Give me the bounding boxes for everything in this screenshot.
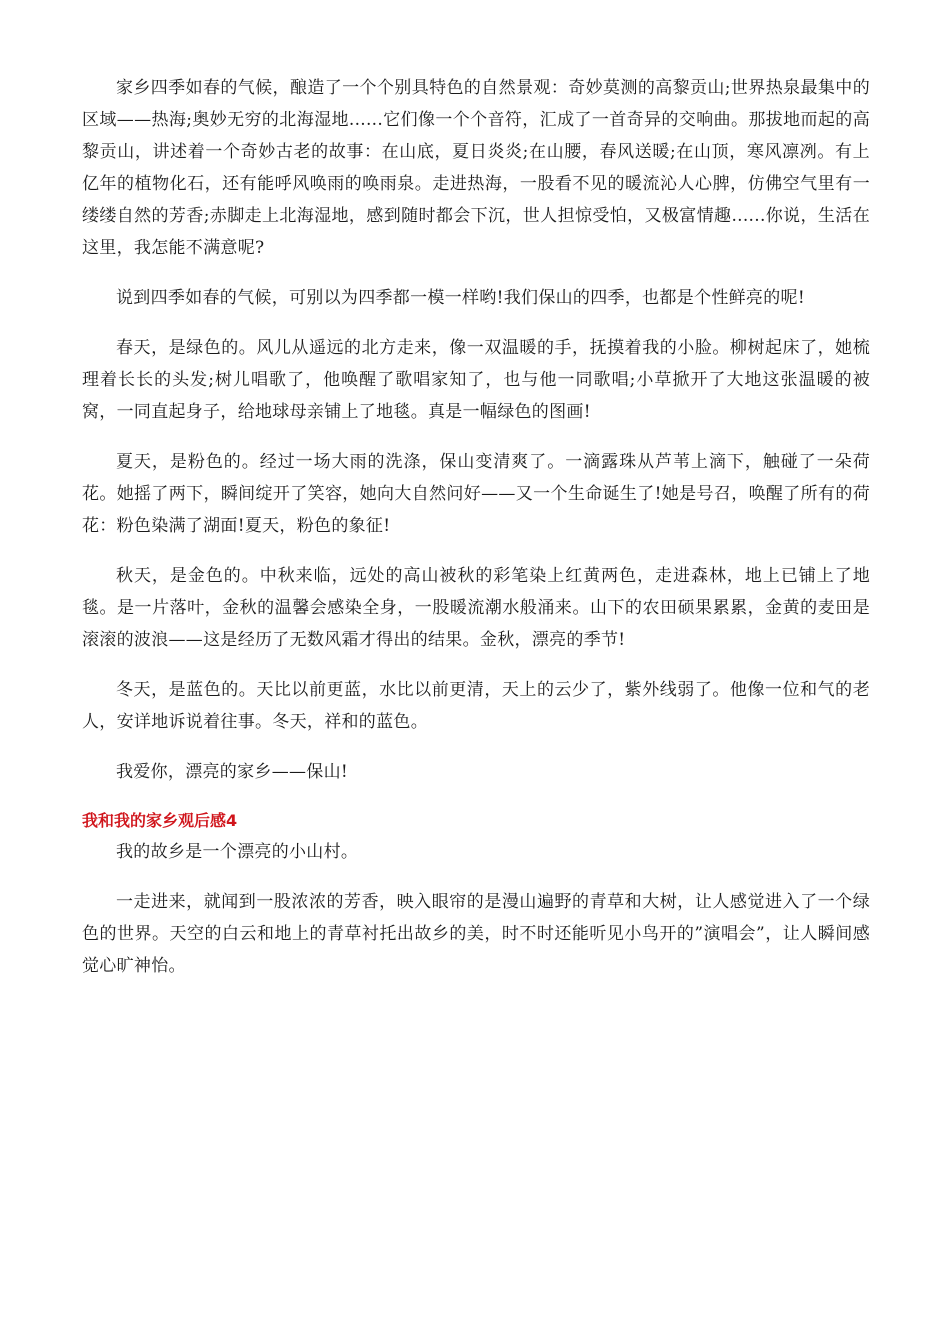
paragraph-village: 我的故乡是一个漂亮的小山村。	[116, 842, 359, 862]
paragraph-four-seasons-intro: 说到四季如春的气候，可别以为四季都一模一样哟!我们保山的四季，也都是个性鲜亮的呢!	[116, 288, 805, 308]
paragraph-winter: 冬天，是蓝色的。天比以前更蓝，水比以前更清，天上的云少了，紫外线弱了。他像一位和气的老人，安详地诉说着往事。冬天，祥和的蓝色。	[82, 680, 870, 732]
paragraph-closing: 我爱你，漂亮的家乡——保山!	[116, 762, 349, 782]
paragraph-spring: 春天，是绿色的。风儿从遥远的北方走来，像一双温暖的手，抚摸着我的小脸。柳树起床了，她梳理着长长的头发;树儿唱歌了，他唤醒了歌唱家知了，也与他一同歌唱;小草掀开了大地这张温暖的被窝，一同直起身子，给地球母亲铺上了地毯。真是一幅绿色的图画!	[82, 338, 870, 422]
paragraph-autumn: 秋天，是金色的。中秋来临，远处的高山被秋的彩笔染上红黄两色，走进森林，地上已铺上了地毯。是一片落叶，金秋的温馨会感染全身，一股暖流潮水般涌来。山下的农田硕果累累，金黄的麦田是滚滚的波浪——这是经历了无数风霜才得出的结果。金秋，漂亮的季节!	[82, 566, 870, 650]
section-heading: 我和我的家乡观后感4	[82, 811, 238, 830]
paragraph-summer: 夏天，是粉色的。经过一场大雨的洗涤，保山变清爽了。一滴露珠从芦苇上滴下，触碰了一朵荷花。她摇了两下，瞬间绽开了笑容，她向大自然问好——又一个生命诞生了!她是号召，唤醒了所有的荷花：粉色染满了湖面!夏天，粉色的象征!	[82, 452, 870, 536]
paragraph-green-world: 一走进来，就闻到一股浓浓的芳香，映入眼帘的是漫山遍野的青草和大树，让人感觉进入了一个绿色的世界。天空的白云和地上的青草衬托出故乡的美，时不时还能听见小鸟开的”演唱会”，让人瞬间感觉心旷神怡。	[82, 892, 870, 976]
paragraph-hometown-landscapes: 家乡四季如春的气候，酿造了一个个别具特色的自然景观：奇妙莫测的高黎贡山;世界热泉最集中的区域——热海;奥妙无穷的北海湿地......它们像一个个音符，汇成了一首奇异的交响曲。那拔地而起的高黎贡山，讲述着一个奇妙古老的故事：在山底，夏日炎炎;在山腰，春风送暖;在山顶，寒风凛冽。有上亿年的植物化石，还有能呼风唤雨的唤雨泉。走进热海，一股看不见的暖流沁人心脾，仿佛空气里有一缕缕自然的芳香;赤脚走上北海湿地，感到随时都会下沉，世人担惊受怕，又极富情趣......你说，生活在这里，我怎能不满意呢?	[82, 78, 870, 258]
document-page	[82, 72, 870, 1000]
